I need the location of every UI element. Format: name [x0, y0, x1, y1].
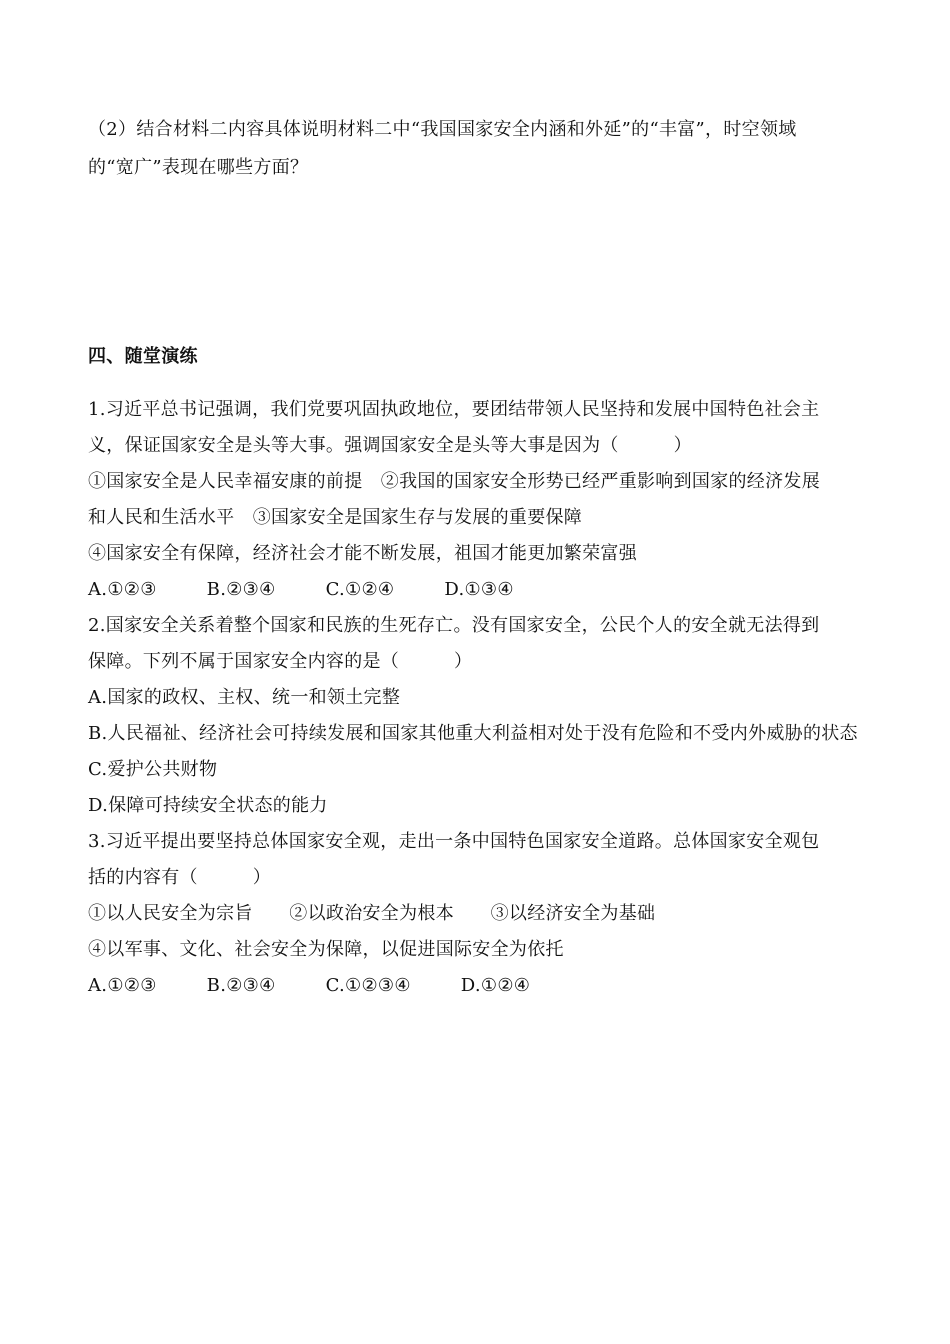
q3-options: [88, 974, 868, 998]
q1-stem-line-2: 义，保证国家安全是头等大事。强调国家安全是头等大事是因为（ ）: [88, 435, 692, 456]
q3-option-d: D.①②④: [460, 975, 531, 996]
q1-item-line-3: ④国家安全有保障，经济社会才能不断发展，祖国才能更加繁荣富强: [88, 543, 637, 564]
q3-stem-line-2: 括的内容有（ ）: [88, 867, 271, 888]
q1-option-d: D.①③④: [444, 579, 514, 600]
q2-option-d: D.保障可持续安全状态的能力: [88, 795, 328, 816]
q2-option-a: A.国家的政权、主权、统一和领土完整: [88, 687, 401, 708]
q3-option-b: B.②③④: [206, 975, 276, 996]
q1-stem-line-1: 1.习近平总书记强调，我们党要巩固执政地位，要团结带领人民坚持和发展中国特色社会主: [88, 399, 820, 420]
q3-item-line-1: ①以人民安全为宗旨 ②以政治安全为根本 ③以经济安全为基础: [88, 903, 656, 924]
q2-stem-line-2: 保障。下列不属于国家安全内容的是（ ）: [88, 651, 473, 672]
q3-stem-line-1: 3.习近平提出要坚持总体国家安全观，走出一条中国特色国家安全道路。总体国家安全观包: [88, 831, 820, 852]
q1-item-line-1: ①国家安全是人民幸福安康的前提 ②我国的国家安全形势已经严重影响到国家的经济发展: [88, 471, 820, 492]
question-2-sub-line-2: 的“宽广”表现在哪些方面？: [88, 157, 309, 178]
q2-option-c: C.爱护公共财物: [88, 759, 218, 780]
q2-stem-line-1: 2.国家安全关系着整个国家和民族的生死存亡。没有国家安全，公民个人的安全就无法得到: [88, 615, 820, 636]
section-title: 四、随堂演练: [88, 346, 198, 367]
q1-option-b: B.②③④: [206, 579, 276, 600]
q2-option-b: B.人民福祉、经济社会可持续发展和国家其他重大利益相对处于没有危险和不受内外威胁的状态: [88, 723, 858, 744]
q1-item-line-2: 和人民和生活水平 ③国家安全是国家生存与发展的重要保障: [88, 507, 583, 528]
q3-item-line-2: ④以军事、文化、社会安全为保障，以促进国际安全为依托: [88, 939, 564, 960]
q1-option-a: A.①②③: [88, 579, 157, 600]
question-2-sub-line-1: （2）结合材料二内容具体说明材料二中“我国国家安全内涵和外延”的“丰富”，时空领域: [88, 119, 797, 140]
q1-option-c: C.①②④: [325, 579, 395, 600]
q3-option-c: C.①②③④: [325, 975, 411, 996]
q3-option-a: A.①②③: [88, 975, 157, 996]
q1-options: [88, 578, 868, 602]
